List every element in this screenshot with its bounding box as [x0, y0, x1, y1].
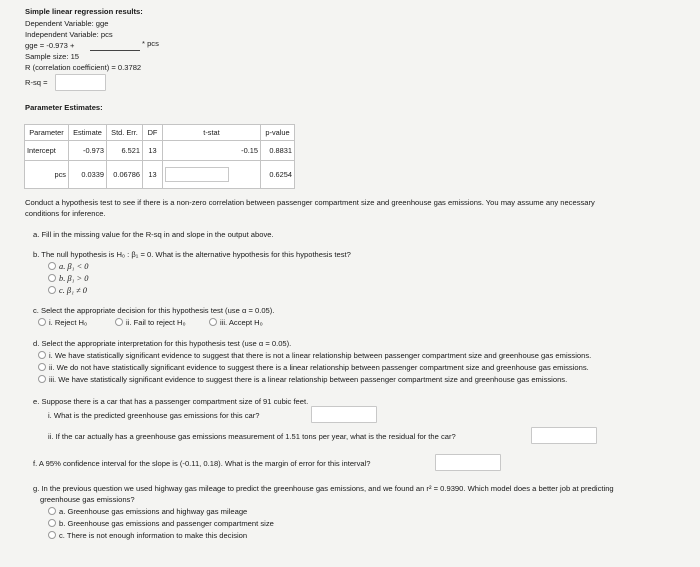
question-e-ii: ii. If the car actually has a greenhouse gas emissions measurement of 1.51 tons per year, what is the residual for the car? — [48, 432, 456, 441]
table-row — [25, 141, 295, 161]
intro-line-2: conditions for inference. — [25, 209, 106, 218]
predicted-emissions-input[interactable] — [311, 406, 377, 423]
option-b-b[interactable]: b. β₁ > 0 — [48, 274, 88, 283]
table-header-row — [25, 125, 295, 141]
question-a: a. Fill in the missing value for the R-sq in and slope in the output above. — [33, 230, 274, 239]
question-g-line-2: greenhouse gas emissions? — [40, 495, 135, 504]
cell-tstat — [163, 161, 261, 189]
cell-pvalue: 0.6254 — [261, 161, 295, 189]
option-b-c[interactable]: c. β₁ ≠ 0 — [48, 286, 87, 295]
question-b: b. The null hypothesis is H₀ : β₁ = 0. What is the alternative hypothesis for this hypothesis test? — [33, 250, 351, 259]
radio-icon[interactable] — [48, 519, 56, 527]
cell-df: 13 — [143, 141, 163, 161]
cell-stderr: 6.521 — [107, 141, 143, 161]
question-c: c. Select the appropriate decision for this hypothesis test (use α = 0.05). — [33, 306, 275, 315]
cell-pvalue: 0.8831 — [261, 141, 295, 161]
radio-icon[interactable] — [48, 507, 56, 515]
question-f: f. A 95% confidence interval for the slope is (-0.11, 0.18). What is the margin of error for this interval? — [33, 459, 371, 468]
radio-icon[interactable] — [38, 351, 46, 359]
option-g-c[interactable]: c. There is not enough information to make this decision — [48, 531, 247, 540]
radio-icon[interactable] — [48, 262, 56, 270]
equation-right: * pcs — [142, 39, 159, 48]
cell-tstat: -0.15 — [163, 141, 261, 161]
cell-parameter: Intercept — [25, 141, 69, 161]
option-c-i[interactable]: i. Reject H₀ — [38, 318, 87, 327]
radio-icon[interactable] — [48, 531, 56, 539]
dependent-variable: Dependent Variable: gge — [25, 19, 109, 28]
cell-parameter: pcs — [25, 161, 69, 189]
option-g-b[interactable]: b. Greenhouse gas emissions and passenger compartment size — [48, 519, 274, 528]
option-c-iii[interactable]: iii. Accept H₀ — [209, 318, 263, 327]
correlation-coefficient: R (correlation coefficient) = 0.3782 — [25, 63, 142, 72]
radio-icon[interactable] — [38, 363, 46, 371]
option-d-ii[interactable]: ii. We do not have statistically significant evidence to suggest there is a linear relationship between passenger compartment size and greenhouse gas emissions. — [38, 363, 589, 372]
option-c-ii[interactable]: ii. Fail to reject H₀ — [115, 318, 186, 327]
question-g: g. In the previous question we used highway gas mileage to predict the greenhouse gas emissions, and we found an r² = 0.9390. Which model does a better job at predicting — [33, 484, 614, 493]
question-e-i: i. What is the predicted greenhouse gas emissions for this car? — [48, 411, 260, 420]
radio-icon[interactable] — [38, 318, 46, 326]
question-d: d. Select the appropriate interpretation for this hypothesis test (use α = 0.05). — [33, 339, 292, 348]
radio-icon[interactable] — [38, 375, 46, 383]
rsq-label: R-sq = — [25, 78, 48, 87]
intro-line-1: Conduct a hypothesis test to see if there is a non-zero correlation between passenger compartment size and greenhouse gas emissions. You may assume any necessary — [25, 198, 595, 207]
margin-of-error-input[interactable] — [435, 454, 501, 471]
radio-icon[interactable] — [115, 318, 123, 326]
results-heading: Simple linear regression results: — [25, 7, 143, 16]
parameter-estimates-table — [24, 124, 295, 189]
cell-estimate: -0.973 — [69, 141, 107, 161]
tstat-input[interactable] — [165, 167, 229, 182]
table-row — [25, 161, 295, 189]
option-d-i[interactable]: i. We have statistically significant evidence to suggest that there is not a linear relationship between passenger compartment size and greenhouse gas emissions. — [38, 351, 591, 360]
equation-left: gge = -0.973 + — [25, 41, 75, 50]
question-e: e. Suppose there is a car that has a passenger compartment size of 91 cubic feet. — [33, 397, 309, 406]
cell-estimate: 0.0339 — [69, 161, 107, 189]
radio-icon[interactable] — [209, 318, 217, 326]
col-header-stderr: Std. Err. — [107, 125, 143, 141]
col-header-estimate: Estimate — [69, 125, 107, 141]
radio-icon[interactable] — [48, 274, 56, 282]
cell-df: 13 — [143, 161, 163, 189]
col-header-pvalue: p-value — [261, 125, 295, 141]
option-b-a[interactable]: a. β₁ < 0 — [48, 262, 88, 271]
col-header-parameter: Parameter — [25, 125, 69, 141]
slope-blank[interactable] — [90, 41, 140, 51]
radio-icon[interactable] — [48, 286, 56, 294]
col-header-tstat: t-stat — [163, 125, 261, 141]
cell-stderr: 0.06786 — [107, 161, 143, 189]
params-heading: Parameter Estimates: — [25, 103, 103, 112]
col-header-df: DF — [143, 125, 163, 141]
independent-variable: Independent Variable: pcs — [25, 30, 113, 39]
sample-size: Sample size: 15 — [25, 52, 80, 61]
residual-input[interactable] — [531, 427, 597, 444]
option-d-iii[interactable]: iii. We have statistically significant evidence to suggest there is a linear relationship between passenger compartment size and greenhouse gas emissions. — [38, 375, 567, 384]
rsq-input[interactable] — [55, 74, 106, 91]
option-g-a[interactable]: a. Greenhouse gas emissions and highway gas mileage — [48, 507, 247, 516]
